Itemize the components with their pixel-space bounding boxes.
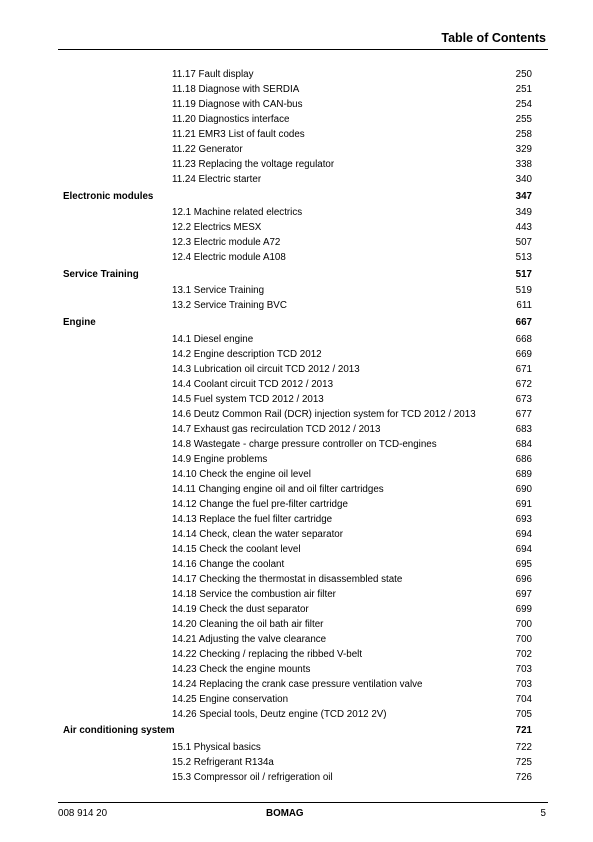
toc-section-row[interactable] bbox=[0, 573, 593, 587]
toc-section-row[interactable] bbox=[0, 663, 593, 677]
toc-section-title: 11.20 Diagnostics interface bbox=[172, 114, 290, 125]
toc-page-number: 513 bbox=[515, 252, 532, 264]
toc-page-number: 696 bbox=[515, 573, 532, 585]
toc-page-number: 673 bbox=[515, 393, 532, 405]
toc-chapter-row[interactable] bbox=[0, 724, 593, 738]
toc-section-title: 14.14 Check, clean the water separator bbox=[172, 528, 344, 540]
toc-page-number: 519 bbox=[515, 285, 532, 297]
toc-section-row[interactable] bbox=[0, 393, 593, 407]
toc-section-title: 14.22 Checking / replacing the ribbed V-belt bbox=[172, 648, 363, 660]
toc-section-row[interactable] bbox=[0, 378, 593, 392]
toc-section-title: 14.3 Lubrication oil circuit TCD 2012 / 2013 bbox=[172, 363, 360, 375]
toc-chapter-row[interactable] bbox=[0, 316, 593, 330]
toc-page-number: 255 bbox=[515, 114, 532, 125]
toc-section-row[interactable] bbox=[0, 128, 593, 142]
toc-section-title: 14.17 Checking the thermostat in disassembled state bbox=[172, 573, 403, 585]
toc-page-number: 251 bbox=[515, 84, 532, 95]
toc-section-title: 12.3 Electric module A72 bbox=[172, 237, 281, 249]
toc-section-row[interactable] bbox=[0, 648, 593, 662]
toc-section-title: 14.16 Change the coolant bbox=[172, 558, 285, 570]
toc-page-number: 517 bbox=[515, 268, 532, 280]
toc-section-title: 11.22 Generator bbox=[172, 144, 243, 155]
toc-page-number: 697 bbox=[515, 588, 532, 600]
toc-section-title: 14.20 Cleaning the oil bath air filter bbox=[172, 618, 324, 630]
toc-section-row[interactable] bbox=[0, 513, 593, 527]
toc-chapter-row[interactable] bbox=[0, 190, 593, 204]
toc-section-row[interactable] bbox=[0, 528, 593, 542]
toc-section-title: 14.5 Fuel system TCD 2012 / 2013 bbox=[172, 393, 324, 405]
toc-page-number: 689 bbox=[515, 468, 532, 480]
toc-page-number: 672 bbox=[515, 378, 532, 390]
toc-section-row[interactable] bbox=[0, 158, 593, 172]
toc-section-title: 14.21 Adjusting the valve clearance bbox=[172, 633, 327, 645]
toc-page-number: 250 bbox=[515, 69, 532, 80]
toc-page-number: 671 bbox=[515, 363, 532, 375]
toc-section-row[interactable] bbox=[0, 363, 593, 377]
brand-name: BOMAG bbox=[266, 808, 304, 819]
toc-page-number: 725 bbox=[515, 756, 532, 768]
toc-section-title: 14.6 Deutz Common Rail (DCR) injection system for TCD 2012 / 2013 bbox=[172, 408, 476, 420]
toc-section-title: 14.8 Wastegate - charge pressure controller on TCD-engines bbox=[172, 438, 437, 450]
toc-section-row[interactable] bbox=[0, 98, 593, 112]
toc-section-title: 14.9 Engine problems bbox=[172, 453, 268, 465]
toc-section-row[interactable] bbox=[0, 284, 593, 298]
toc-section-title: 14.25 Engine conservation bbox=[172, 693, 289, 705]
toc-page-number: 507 bbox=[515, 237, 532, 249]
toc-section-row[interactable] bbox=[0, 588, 593, 602]
toc-section-row[interactable] bbox=[0, 633, 593, 647]
toc-section-row[interactable] bbox=[0, 741, 593, 755]
toc-section-title: 14.26 Special tools, Deutz engine (TCD 2012 2V) bbox=[172, 708, 387, 720]
toc-section-title: 11.18 Diagnose with SERDIA bbox=[172, 84, 300, 95]
toc-page-number: 705 bbox=[515, 708, 532, 720]
toc-section-row[interactable] bbox=[0, 206, 593, 220]
toc-page-number: 443 bbox=[515, 222, 532, 234]
toc-chapter-title: Service Training bbox=[63, 268, 139, 280]
toc-page-number: 704 bbox=[515, 693, 532, 705]
toc-page-number: 721 bbox=[515, 725, 532, 737]
toc-section-row[interactable] bbox=[0, 113, 593, 127]
toc-section-title: 14.11 Changing engine oil and oil filter cartridges bbox=[172, 483, 384, 495]
toc-page-number: 667 bbox=[515, 317, 532, 328]
toc-page-number: 254 bbox=[515, 99, 532, 110]
toc-section-title: 15.2 Refrigerant R134a bbox=[172, 756, 274, 768]
toc-section-row[interactable] bbox=[0, 348, 593, 362]
toc-page-number: 695 bbox=[515, 558, 532, 570]
toc-chapter-title: Engine bbox=[63, 317, 96, 328]
toc-section-row[interactable] bbox=[0, 498, 593, 512]
toc-section-title: 14.13 Replace the fuel filter cartridge bbox=[172, 513, 333, 525]
toc-section-title: 11.17 Fault display bbox=[172, 69, 254, 80]
toc-section-title: 14.23 Check the engine mounts bbox=[172, 663, 311, 675]
toc-page-number: 329 bbox=[515, 144, 532, 155]
toc-section-title: 11.21 EMR3 List of fault codes bbox=[172, 129, 305, 140]
toc-page-number: 347 bbox=[515, 190, 532, 202]
page-title: Table of Contents bbox=[441, 31, 546, 45]
toc-section-title: 14.19 Check the dust separator bbox=[172, 603, 309, 615]
toc-section-title: 14.4 Coolant circuit TCD 2012 / 2013 bbox=[172, 378, 334, 390]
toc-page-number: 699 bbox=[515, 603, 532, 615]
toc-page-number: 726 bbox=[515, 771, 532, 783]
toc-page-number: 668 bbox=[515, 333, 532, 345]
toc-section-title: 14.18 Service the combustion air filter bbox=[172, 588, 336, 600]
toc-section-row[interactable] bbox=[0, 756, 593, 770]
toc-page-number: 702 bbox=[515, 648, 532, 660]
toc-section-row[interactable] bbox=[0, 221, 593, 235]
toc-page-number: 258 bbox=[515, 129, 532, 140]
toc-section-row[interactable] bbox=[0, 236, 593, 250]
toc-page-number: 691 bbox=[515, 498, 532, 510]
toc-section-title: 11.19 Diagnose with CAN-bus bbox=[172, 99, 303, 110]
toc-page-number: 690 bbox=[515, 483, 532, 495]
toc-chapter-title: Air conditioning system bbox=[63, 725, 175, 737]
toc-section-row[interactable] bbox=[0, 173, 593, 187]
toc-section-row[interactable] bbox=[0, 693, 593, 707]
toc-section-title: 12.4 Electric module A108 bbox=[172, 252, 286, 264]
toc-section-row[interactable] bbox=[0, 408, 593, 422]
toc-section-title: 13.2 Service Training BVC bbox=[172, 300, 287, 312]
toc-page-number: 611 bbox=[516, 300, 532, 312]
toc-page-number: 340 bbox=[515, 174, 532, 185]
toc-section-row[interactable] bbox=[0, 603, 593, 617]
toc-section-row[interactable] bbox=[0, 68, 593, 82]
toc-page-number: 684 bbox=[515, 438, 532, 450]
toc-section-title: 14.15 Check the coolant level bbox=[172, 543, 301, 555]
toc-section-title: 14.10 Check the engine oil level bbox=[172, 468, 311, 480]
toc-section-row[interactable] bbox=[0, 543, 593, 557]
footer-rule bbox=[58, 802, 548, 803]
toc-page-number: 686 bbox=[515, 453, 532, 465]
toc-section-row[interactable] bbox=[0, 143, 593, 157]
toc-page-number: 700 bbox=[515, 618, 532, 630]
toc-section-title: 15.1 Physical basics bbox=[172, 741, 261, 753]
toc-section-title: 14.12 Change the fuel pre-filter cartridge bbox=[172, 498, 348, 510]
toc-section-title: 11.23 Replacing the voltage regulator bbox=[172, 159, 335, 170]
toc-section-row[interactable] bbox=[0, 468, 593, 482]
toc-chapter-title: Electronic modules bbox=[63, 190, 154, 202]
document-number: 008 914 20 bbox=[58, 808, 108, 819]
toc-section-row[interactable] bbox=[0, 708, 593, 722]
toc-section-title: 15.3 Compressor oil / refrigeration oil bbox=[172, 771, 333, 783]
toc-page-number: 703 bbox=[515, 678, 532, 690]
toc-page-number: 694 bbox=[515, 528, 532, 540]
toc-page-number: 349 bbox=[515, 207, 532, 219]
toc-page-number: 683 bbox=[515, 423, 532, 435]
toc-page-number: 700 bbox=[515, 633, 532, 645]
toc-section-row[interactable] bbox=[0, 438, 593, 452]
toc-section-row[interactable] bbox=[0, 333, 593, 347]
toc-chapter-row[interactable] bbox=[0, 268, 593, 282]
toc-page-number: 703 bbox=[515, 663, 532, 675]
toc-section-title: 12.1 Machine related electrics bbox=[172, 207, 303, 219]
toc-section-row[interactable] bbox=[0, 771, 593, 785]
toc-section-row[interactable] bbox=[0, 423, 593, 437]
toc-page-number: 338 bbox=[515, 159, 532, 170]
toc-page-number: 693 bbox=[515, 513, 532, 525]
toc-section-title: 11.24 Electric starter bbox=[172, 174, 262, 185]
toc-section-title: 12.2 Electrics MESX bbox=[172, 222, 262, 234]
toc-section-row[interactable] bbox=[0, 483, 593, 497]
toc-section-row[interactable] bbox=[0, 618, 593, 632]
toc-section-title: 13.1 Service Training bbox=[172, 285, 265, 297]
toc-section-row[interactable] bbox=[0, 299, 593, 313]
toc-page-number: 669 bbox=[515, 348, 532, 360]
toc-section-row[interactable] bbox=[0, 251, 593, 265]
toc-section-title: 14.2 Engine description TCD 2012 bbox=[172, 348, 322, 360]
toc-page-number: 677 bbox=[515, 408, 532, 420]
toc-section-title: 14.1 Diesel engine bbox=[172, 333, 254, 345]
toc-section-title: 14.24 Replacing the crank case pressure ventilation valve bbox=[172, 678, 423, 690]
toc-section-row[interactable] bbox=[0, 558, 593, 572]
toc-section-row[interactable] bbox=[0, 83, 593, 97]
toc-page-number: 694 bbox=[515, 543, 532, 555]
toc-section-row[interactable] bbox=[0, 678, 593, 692]
toc-section-title: 14.7 Exhaust gas recirculation TCD 2012 / 2013 bbox=[172, 423, 381, 435]
toc-section-row[interactable] bbox=[0, 453, 593, 467]
toc-page-number: 722 bbox=[515, 741, 532, 753]
page-number: 5 bbox=[540, 808, 546, 819]
